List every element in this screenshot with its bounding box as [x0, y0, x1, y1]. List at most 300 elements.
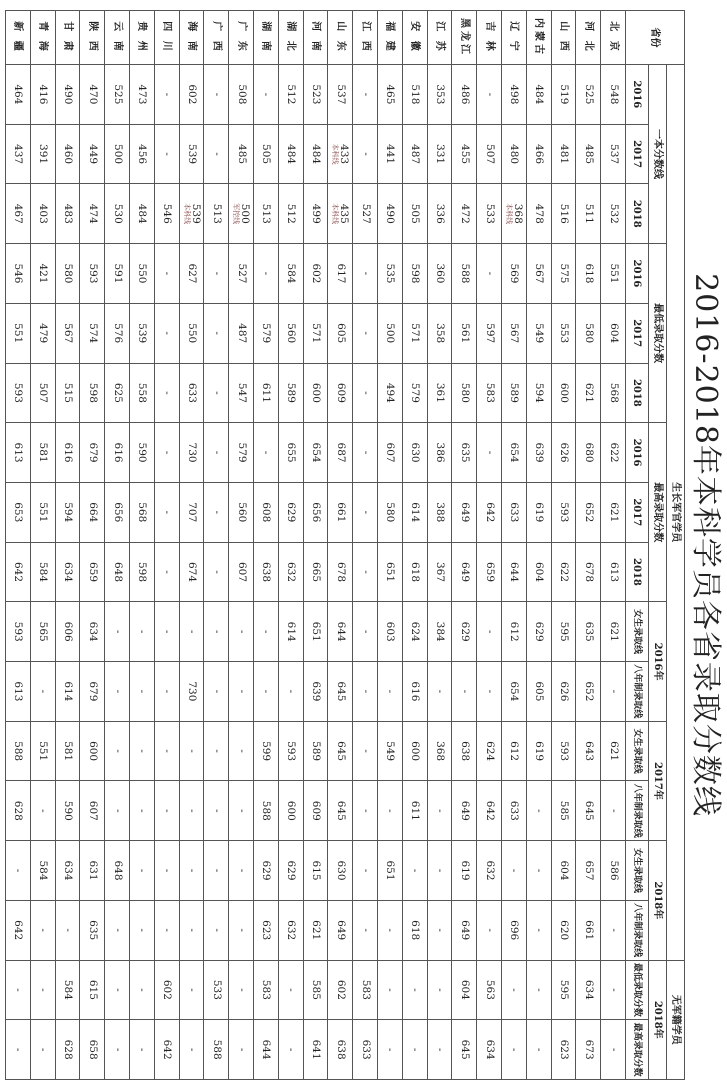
score-cell	[229, 960, 254, 1020]
score-value: -	[161, 629, 174, 634]
score-value: -	[12, 1047, 25, 1052]
score-cell	[154, 542, 179, 602]
score-cell	[254, 602, 279, 662]
min-2018: 2018	[626, 363, 649, 423]
score-value: 456	[136, 144, 149, 165]
score-value: 600	[86, 741, 99, 762]
score-cell	[179, 542, 204, 602]
score-value: 569	[508, 263, 521, 284]
female-line-2017: 女生录取线	[626, 721, 649, 781]
score-value: 634	[86, 621, 99, 642]
score-cell	[254, 124, 279, 184]
score-value: -	[260, 629, 273, 634]
score-cell	[278, 184, 303, 244]
score-value: 575	[558, 263, 571, 284]
score-cell	[427, 602, 452, 662]
score-cell	[229, 1020, 254, 1080]
score-value: 546	[161, 203, 174, 224]
score-value: 590	[136, 442, 149, 463]
score-value: 590	[62, 800, 75, 821]
score-cell	[576, 65, 601, 125]
score-cell	[80, 423, 105, 483]
score-value: 505	[409, 203, 422, 224]
score-cell	[353, 841, 378, 901]
score-value: 470	[86, 84, 99, 105]
score-cell	[30, 841, 55, 901]
score-cell	[105, 602, 130, 662]
score-value: 595	[558, 621, 571, 642]
score-cell	[427, 482, 452, 542]
score-value: 490	[384, 203, 397, 224]
score-cell	[30, 303, 55, 363]
score-value: 516	[558, 203, 571, 224]
score-cell	[55, 423, 80, 483]
score-value: 593	[558, 502, 571, 523]
score-value: 565	[37, 621, 50, 642]
score-value: -	[161, 749, 174, 753]
score-value: 595	[558, 979, 571, 1000]
score-cell	[526, 662, 551, 722]
score-cell	[204, 841, 229, 901]
score-value: -	[235, 689, 248, 694]
score-value: -	[260, 689, 273, 694]
province-cell: 山 东	[328, 11, 353, 65]
score-cell	[576, 602, 601, 662]
yiben-2017: 2017	[626, 124, 649, 184]
score-value: 607	[384, 442, 397, 463]
score-value: 678	[334, 561, 347, 582]
score-cell	[402, 542, 427, 602]
score-value: -	[111, 809, 124, 813]
score-value: 656	[310, 502, 323, 523]
score-value: 386	[434, 442, 447, 463]
score-value: 539	[136, 323, 149, 344]
score-value: 649	[458, 502, 471, 523]
score-value: 597	[483, 323, 496, 344]
score-value: -	[210, 689, 223, 694]
score-value: 633	[186, 382, 199, 403]
score-value: 613	[12, 442, 25, 463]
score-value: -	[210, 749, 223, 753]
score-cell	[105, 184, 130, 244]
score-value: -	[508, 868, 521, 873]
score-value: 585	[558, 800, 571, 821]
score-value: 664	[86, 502, 99, 523]
score-cell	[130, 1020, 155, 1080]
score-value: -	[434, 689, 447, 694]
score-value: -	[161, 689, 174, 694]
score-value: 616	[111, 442, 124, 463]
max-2018: 2018	[626, 542, 649, 602]
score-value: 665	[310, 561, 323, 582]
score-cell	[452, 602, 477, 662]
score-cell	[80, 841, 105, 901]
score-value: 618	[409, 920, 422, 941]
score-value: 368	[434, 741, 447, 762]
score-cell	[179, 721, 204, 781]
score-value: 527	[359, 203, 372, 224]
score-cell	[526, 900, 551, 960]
score-value: -	[384, 988, 397, 992]
score-value: 638	[334, 1039, 347, 1060]
score-value: -	[186, 868, 199, 873]
score-value: 659	[483, 561, 496, 582]
province-cell: 新 疆	[6, 11, 31, 65]
score-value: 583	[483, 382, 496, 403]
score-value: 505	[260, 144, 273, 165]
score-value: -	[359, 570, 372, 574]
score-cell	[30, 423, 55, 483]
score-value: 547	[235, 382, 248, 403]
score-cell	[477, 781, 502, 841]
score-cell	[402, 423, 427, 483]
score-value: -	[62, 928, 75, 932]
score-cell	[551, 960, 576, 1020]
score-value: -	[186, 629, 199, 634]
table-row	[30, 11, 55, 1080]
score-cell	[526, 184, 551, 244]
score-cell	[576, 841, 601, 901]
score-cell	[80, 124, 105, 184]
score-cell	[477, 423, 502, 483]
score-cell	[477, 65, 502, 125]
score-value: 480	[508, 144, 521, 165]
score-value: 384	[434, 621, 447, 642]
score-cell	[30, 244, 55, 304]
score-cell	[154, 303, 179, 363]
score-value: 678	[582, 561, 595, 582]
score-value: 473	[136, 84, 149, 105]
score-cell	[229, 841, 254, 901]
score-value: -	[161, 809, 174, 813]
score-value: 525	[111, 84, 124, 105]
score-value: 602	[161, 979, 174, 1000]
score-value: 609	[334, 382, 347, 403]
score-cell	[154, 900, 179, 960]
score-value: -	[483, 450, 496, 455]
score-cell	[204, 602, 229, 662]
score-value: -	[359, 152, 372, 156]
score-cell	[254, 482, 279, 542]
score-value: -	[136, 629, 149, 634]
female-line-2018: 女生录取线	[626, 841, 649, 901]
score-value: 500	[111, 144, 124, 165]
score-cell	[80, 542, 105, 602]
score-cell	[303, 65, 328, 125]
score-value: 687	[334, 442, 347, 463]
score-value: 437	[12, 144, 25, 165]
score-cell	[204, 363, 229, 423]
score-value: -	[235, 868, 248, 873]
score-cell	[278, 900, 303, 960]
score-cell	[229, 900, 254, 960]
score-cell	[154, 184, 179, 244]
table-row	[6, 11, 31, 1080]
score-value: -	[37, 928, 50, 932]
province-cell: 山 西	[551, 11, 576, 65]
no-rank-header: 无军籍学员	[667, 960, 685, 1079]
score-cell	[154, 721, 179, 781]
score-cell	[502, 721, 527, 781]
score-cell	[378, 1020, 403, 1080]
score-value: 433	[338, 144, 351, 165]
score-value: 336	[434, 203, 447, 224]
score-cell	[402, 1020, 427, 1080]
score-value: 626	[558, 681, 571, 702]
score-cell	[576, 363, 601, 423]
score-value: 525	[582, 84, 595, 105]
score-cell	[526, 363, 551, 423]
score-note: 本科线	[331, 143, 340, 165]
table-row	[526, 11, 551, 1080]
score-value: 642	[483, 502, 496, 523]
score-value: -	[359, 749, 372, 753]
score-value: -	[260, 92, 273, 97]
score-value: 633	[508, 502, 521, 523]
eight-year-line-2017: 八年制录取线	[626, 781, 649, 841]
score-value: 584	[62, 979, 75, 1000]
score-value: 649	[458, 920, 471, 941]
score-cell	[55, 721, 80, 781]
score-value: 533	[210, 979, 223, 1000]
score-value: 639	[310, 681, 323, 702]
score-cell	[452, 781, 477, 841]
score-value: 588	[458, 263, 471, 284]
score-cell	[601, 900, 626, 960]
score-value: -	[434, 809, 447, 813]
score-value: 532	[607, 203, 620, 224]
score-cell	[130, 960, 155, 1020]
score-value: 550	[186, 323, 199, 344]
score-cell	[576, 482, 601, 542]
score-cell	[551, 721, 576, 781]
score-value: 652	[582, 502, 595, 523]
province-cell: 广 西	[204, 11, 229, 65]
score-cell	[601, 303, 626, 363]
province-cell: 江 西	[353, 11, 378, 65]
score-value: 466	[533, 144, 546, 165]
score-cell	[378, 423, 403, 483]
score-value: 580	[62, 263, 75, 284]
score-value: -	[359, 689, 372, 694]
score-value: 581	[37, 442, 50, 463]
score-cell	[303, 482, 328, 542]
score-value: 730	[186, 681, 199, 702]
score-cell	[551, 1020, 576, 1080]
score-cell	[204, 124, 229, 184]
score-cell	[278, 542, 303, 602]
score-cell	[303, 1020, 328, 1080]
score-cell	[452, 244, 477, 304]
score-value: 487	[235, 323, 248, 344]
score-cell	[378, 65, 403, 125]
score-value: 654	[508, 681, 521, 702]
score-cell	[6, 482, 31, 542]
score-value: 696	[508, 920, 521, 941]
score-value: 584	[285, 263, 298, 284]
score-cell	[477, 662, 502, 722]
table-row	[551, 11, 576, 1080]
score-cell	[427, 900, 452, 960]
score-cell	[154, 482, 179, 542]
score-cell	[601, 960, 626, 1020]
score-value: 579	[409, 382, 422, 403]
score-cell	[55, 841, 80, 901]
score-value: 634	[483, 1039, 496, 1060]
score-cell	[303, 721, 328, 781]
score-cell	[254, 65, 279, 125]
score-cell	[551, 184, 576, 244]
score-cell	[551, 244, 576, 304]
score-value: 599	[260, 741, 273, 762]
score-cell	[229, 65, 254, 125]
score-value: -	[533, 868, 546, 873]
score-cell	[502, 482, 527, 542]
score-value: 611	[260, 382, 273, 403]
score-cell	[427, 662, 452, 722]
score-cell	[105, 841, 130, 901]
score-cell	[303, 900, 328, 960]
score-value: 614	[409, 502, 422, 523]
score-value: 642	[12, 920, 25, 941]
score-cell	[30, 542, 55, 602]
score-value: 680	[582, 442, 595, 463]
score-value: -	[136, 809, 149, 813]
score-value: 645	[334, 681, 347, 702]
max-2017: 2017	[626, 482, 649, 542]
score-cell	[204, 184, 229, 244]
province-cell: 贵 州	[130, 11, 155, 65]
score-value: 553	[558, 323, 571, 344]
score-value: 634	[62, 561, 75, 582]
score-value: -	[210, 331, 223, 335]
score-cell	[427, 542, 452, 602]
score-cell	[6, 363, 31, 423]
score-value: -	[161, 271, 174, 276]
score-value: 629	[260, 860, 273, 881]
score-value: 567	[62, 323, 75, 344]
score-cell	[179, 841, 204, 901]
score-cell	[254, 542, 279, 602]
score-cell	[526, 781, 551, 841]
score-cell	[229, 721, 254, 781]
score-cell	[278, 602, 303, 662]
score-value: 507	[483, 144, 496, 165]
score-value: -	[161, 331, 174, 335]
score-value: 467	[12, 203, 25, 224]
score-cell	[402, 900, 427, 960]
score-cell	[551, 303, 576, 363]
score-value: 551	[37, 502, 50, 523]
score-value: 588	[210, 1039, 223, 1060]
score-value: -	[161, 391, 174, 395]
score-value: 537	[334, 84, 347, 105]
score-value: 607	[86, 800, 99, 821]
score-cell	[477, 602, 502, 662]
score-cell	[502, 542, 527, 602]
score-value: 617	[334, 263, 347, 284]
score-value: 512	[285, 84, 298, 105]
score-value: 644	[334, 621, 347, 642]
score-cell	[402, 781, 427, 841]
score-value: 548	[607, 84, 620, 105]
score-cell	[80, 662, 105, 722]
score-cell	[80, 363, 105, 423]
score-value: -	[12, 868, 25, 873]
score-value: 549	[533, 323, 546, 344]
score-value: -	[235, 629, 248, 634]
score-value: -	[607, 928, 620, 932]
score-cell	[30, 363, 55, 423]
score-cell	[254, 900, 279, 960]
cadet-year-2016: 2016年	[649, 602, 667, 721]
score-cell	[179, 363, 204, 423]
score-cell	[502, 363, 527, 423]
score-cell	[328, 602, 353, 662]
score-cell	[378, 960, 403, 1020]
score-cell	[154, 423, 179, 483]
province-cell: 湖 南	[254, 11, 279, 65]
score-cell	[154, 363, 179, 423]
score-cell	[526, 482, 551, 542]
score-cell	[303, 244, 328, 304]
score-value: -	[409, 868, 422, 873]
score-value: 583	[260, 979, 273, 1000]
score-cell	[328, 363, 353, 423]
score-value: -	[384, 1047, 397, 1052]
score-cell	[526, 542, 551, 602]
score-value: -	[210, 92, 223, 97]
score-cell	[328, 960, 353, 1020]
female-line-2016: 女生录取线	[626, 602, 649, 662]
province-cell: 安 徽	[402, 11, 427, 65]
score-cell	[353, 124, 378, 184]
score-cell	[353, 363, 378, 423]
score-value: 651	[310, 621, 323, 642]
score-value: 618	[409, 561, 422, 582]
score-value: 598	[86, 382, 99, 403]
score-value: -	[210, 450, 223, 455]
score-cell	[502, 1020, 527, 1080]
score-value: -	[111, 689, 124, 694]
score-value: 594	[533, 382, 546, 403]
score-value: -	[384, 689, 397, 694]
score-value: -	[508, 1047, 521, 1052]
score-value: -	[359, 331, 372, 335]
score-value: 584	[37, 561, 50, 582]
score-cell	[427, 960, 452, 1020]
score-value: 632	[483, 860, 496, 881]
score-value: 598	[409, 263, 422, 284]
score-value: 642	[12, 561, 25, 582]
score-value: 621	[607, 741, 620, 762]
score-value: 621	[607, 502, 620, 523]
score-value: 353	[434, 84, 447, 105]
province-cell: 黑龙江	[452, 11, 477, 65]
score-cell	[6, 900, 31, 960]
score-cell	[179, 124, 204, 184]
score-cell	[551, 542, 576, 602]
score-cell	[427, 65, 452, 125]
min-2017: 2017	[626, 303, 649, 363]
score-value: -	[483, 689, 496, 694]
score-value: 621	[582, 382, 595, 403]
score-value: 654	[310, 442, 323, 463]
province-cell: 云 南	[105, 11, 130, 65]
score-value: 611	[409, 800, 422, 821]
score-cell	[526, 65, 551, 125]
score-cell	[6, 662, 31, 722]
